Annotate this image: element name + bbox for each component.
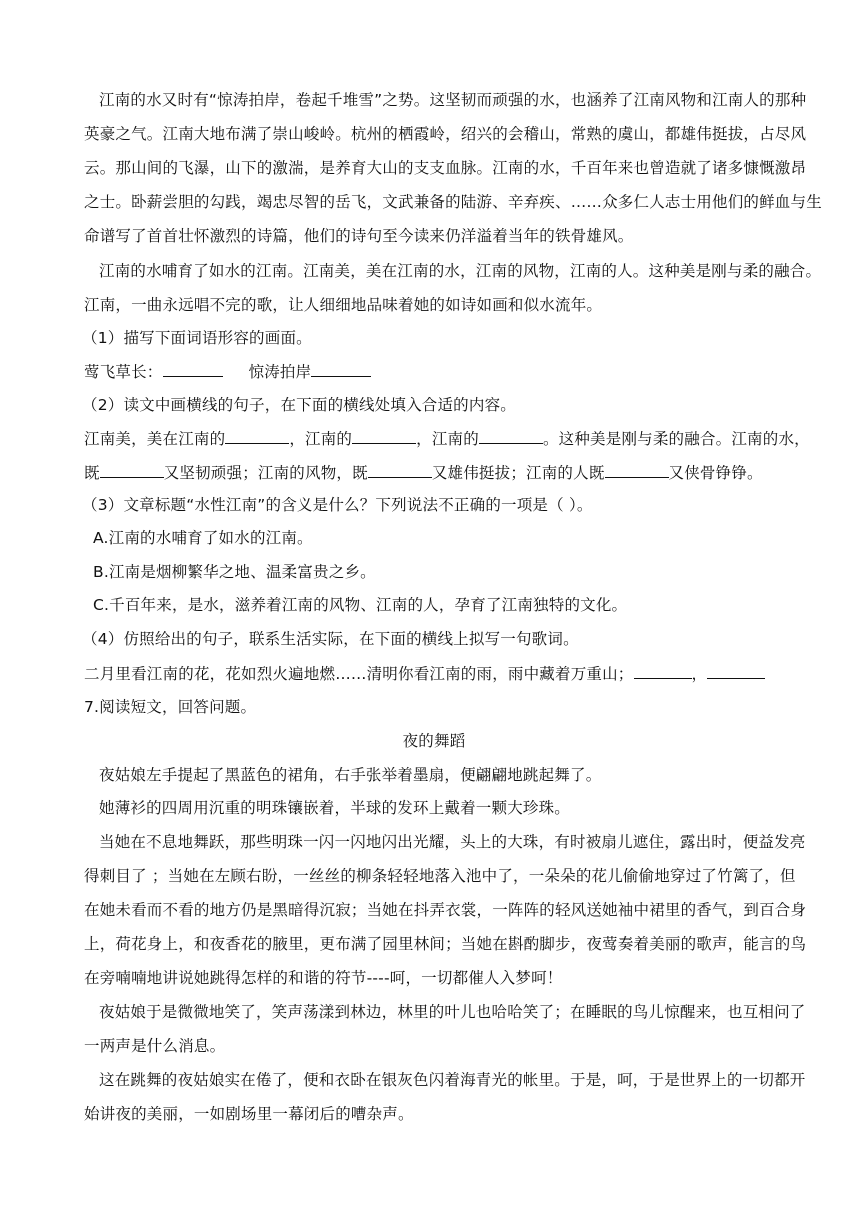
option-c[interactable]: C.千百年来，是水，滋养着江南的风物、江南的人，孕育了江南独特的文化。 <box>93 596 628 614</box>
question-3: （3）文章标题“水性江南”的含义是什么？下列说法不正确的一项是（ ）。 <box>82 496 593 514</box>
fill-text: 又侠骨铮铮。 <box>668 464 763 482</box>
answer-blank[interactable] <box>163 361 223 377</box>
passage-line: 夜姑娘左手提起了黑蓝色的裙角，右手张举着墨扇，便翩翩地跳起舞了。 <box>99 766 602 784</box>
passage-line: 江南的水又时有“惊涛拍岸，卷起千堆雪”之势。这坚韧而顽强的水，也涵养了江南风物和江南人的那种 <box>99 91 807 109</box>
question-4-lyric <box>84 663 784 684</box>
answer-blank[interactable] <box>368 462 432 478</box>
question-1: （1）描写下面词语形容的画面。 <box>82 329 312 347</box>
passage-line: 她薄衫的四周用沉重的明珠镶嵌着，半球的发环上戴着一颗大珍珠。 <box>99 799 571 817</box>
fill-text: ，江南的 <box>416 430 479 448</box>
separator: ， <box>691 665 708 683</box>
lyric-text: 二月里看江南的花，花如烈火遍地燃……清明你看江南的雨，雨中藏着万重山； <box>84 665 634 683</box>
fill-text: ，江南的 <box>289 430 353 448</box>
passage-line: 英豪之气。江南大地布满了崇山峻岭。杭州的栖霞岭，绍兴的会稽山，常熟的虞山，都雄伟挺拔，占尽风 <box>84 125 807 143</box>
fill-text: 又雄伟挺拔；江南的人既 <box>431 464 605 482</box>
answer-blank[interactable] <box>634 663 692 679</box>
answer-blank[interactable] <box>225 428 289 444</box>
answer-blank[interactable] <box>100 462 164 478</box>
answer-blank[interactable] <box>707 663 765 679</box>
passage-line: 这在跳舞的夜姑娘实在倦了，便和衣卧在银灰色闪着海青光的帐里。于是，呵，于是世界上的一切都开 <box>99 1071 806 1089</box>
passage-line: 当她在不息地舞跃，那些明珠一闪一闪地闪出光耀，头上的大珠，有时被扇儿遮住，露出时，便益发亮 <box>99 833 806 851</box>
fill-text: 江南美，美在江南的 <box>84 430 226 448</box>
option-a[interactable]: A.江南的水哺育了如水的江南。 <box>93 529 313 547</box>
answer-blank[interactable] <box>352 428 416 444</box>
passage-line: 一两声是什么消息。 <box>84 1037 226 1055</box>
fill-text: 既 <box>84 464 100 482</box>
fill-text: 又坚韧顽强；江南的风物，既 <box>163 464 368 482</box>
passage-line: 云。那山间的飞瀑，山下的激湍，是养育大山的支支血脉。江南的水，千百年来也曾造就了诸多慷慨激昂 <box>84 159 807 177</box>
question-1-blanks <box>84 361 784 382</box>
passage-line: 江南，一曲永远唱不完的歌，让人细细地品味着她的如诗如画和似水流年。 <box>84 296 603 314</box>
answer-blank[interactable] <box>311 361 371 377</box>
passage-line: 始讲夜的美丽，一如剧场里一幕闭后的嘈杂声。 <box>84 1105 414 1123</box>
question-7-heading: 7.阅读短文，回答问题。 <box>84 698 257 716</box>
question-2: （2）读文中画横线的句子，在下面的横线处填入合适的内容。 <box>82 396 516 414</box>
passage-line: 夜姑娘于是微微地笑了，笑声荡漾到林边，林里的叶儿也哈哈笑了；在睡眠的鸟儿惊醒来，也互相问了 <box>99 1003 806 1021</box>
option-b[interactable]: B.江南是烟柳繁华之地、温柔富贵之乡。 <box>93 563 376 581</box>
term-label: 莺飞草长： <box>84 363 163 381</box>
question-4: （4）仿照给出的句子，联系生活实际，在下面的横线上拟写一句歌词。 <box>82 630 579 648</box>
passage-line: 在她未看而不看的地方仍是黑暗得沉寂；当她在抖弄衣裳，一阵阵的轻风送她袖中裙里的香气，到百合身 <box>84 901 807 919</box>
question-2-line-2 <box>84 462 784 483</box>
passage-line: 命谱写了首首壮怀激烈的诗篇，他们的诗句至今读来仍洋溢着当年的铁骨雄风。 <box>84 227 634 245</box>
passage-line: 上，荷花身上，和夜香花的腋里，更布满了园里林间；当她在斟酌脚步，夜莺奏着美丽的歌声，能言的鸟 <box>84 935 807 953</box>
answer-blank[interactable] <box>605 462 669 478</box>
fill-text: 。这种美是刚与柔的融合。江南的水， <box>542 430 810 448</box>
question-2-line-1 <box>84 428 810 449</box>
passage-title: 夜的舞蹈 <box>402 732 466 750</box>
passage-line: 在旁喃喃地讲说她跳得怎样的和谐的符节----呵，一切都催人入梦呵！ <box>84 969 563 987</box>
answer-blank[interactable] <box>479 428 543 444</box>
term-label: 惊涛拍岸 <box>248 363 312 381</box>
passage-line: 之士。卧薪尝胆的勾践，竭忠尽智的岳飞，文武兼备的陆游、辛弃疾、……众多仁人志士用他们的鲜血与生 <box>84 193 822 211</box>
passage-line: 江南的水哺育了如水的江南。江南美，美在江南的水，江南的风物，江南的人。这种美是刚与柔的融合。 <box>99 262 822 280</box>
passage-line: 得刺目了 ；当她在左顾右盼，一丝丝的柳条轻轻地落入池中了，一朵朵的花儿偷偷地穿过了竹篱了，但 <box>84 867 796 885</box>
